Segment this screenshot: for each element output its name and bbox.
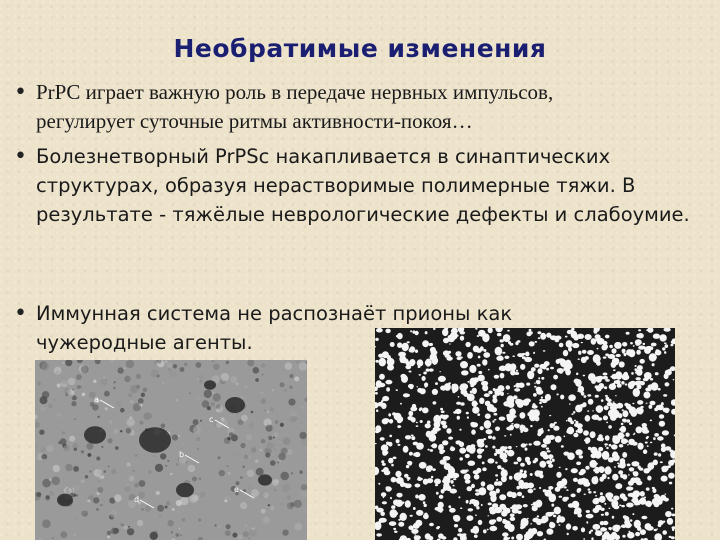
- slide-title: Необратимые изменения: [173, 34, 547, 63]
- bullet-marker: •: [14, 301, 27, 326]
- micrograph-label: a: [94, 395, 99, 404]
- bullet-marker: •: [14, 80, 27, 105]
- bullet-list: [14, 78, 704, 235]
- micrograph-label: c: [209, 415, 214, 424]
- micrograph-canvas: [35, 360, 307, 540]
- micrograph-image: [35, 360, 307, 540]
- bullet-text: Болезнетворный PrPSc накапливается в синаптических структурах, образуя нерастворимые полимерные тяжи. В результате - тяжёлые неврологические дефекты и слабоумие.: [36, 145, 690, 226]
- bullet-item: [14, 78, 704, 136]
- bullet-text: PrPC играет важную роль в передаче нервных импульсов, регулирует суточные ритмы активности-покоя…: [36, 80, 554, 133]
- bullet-item: [14, 142, 704, 229]
- bullet-marker: •: [14, 144, 27, 169]
- micrograph-label: b: [179, 450, 185, 459]
- spongiform-tissue-image: [375, 328, 675, 540]
- spongiform-canvas: [375, 328, 675, 540]
- micrograph-label: e: [234, 485, 239, 494]
- bullet-text: Иммунная система не распознаёт прионы как чужеродные агенты.: [36, 302, 513, 354]
- micrograph-label: d: [134, 495, 140, 504]
